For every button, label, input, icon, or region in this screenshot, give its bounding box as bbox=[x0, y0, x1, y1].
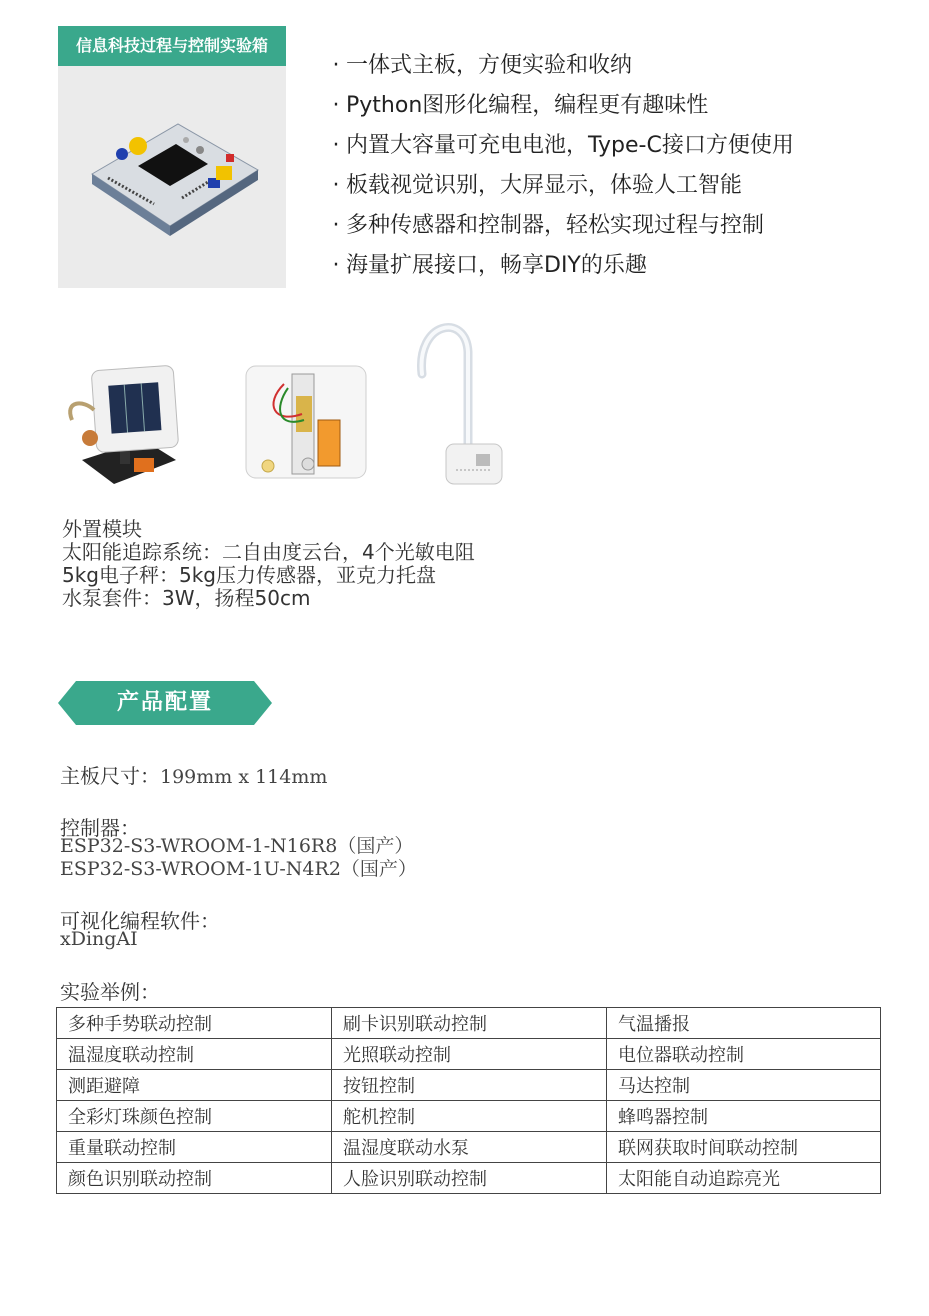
section-banner bbox=[58, 681, 272, 725]
table-row bbox=[57, 1132, 881, 1163]
controller-value: ESP32-S3-WROOM-1-N16R8（国产） bbox=[60, 835, 414, 857]
experiments-label: 实验举例： bbox=[60, 980, 160, 1004]
table-cell: 气温播报 bbox=[607, 1008, 881, 1039]
modules-heading: 外置模块 bbox=[62, 517, 142, 541]
controller-label: 控制器： bbox=[60, 816, 140, 840]
table-cell: 光照联动控制 bbox=[332, 1039, 607, 1070]
table-row bbox=[57, 1101, 881, 1132]
controller-value: ESP32-S3-WROOM-1U-N4R2（国产） bbox=[60, 858, 417, 880]
feature-item bbox=[326, 46, 794, 86]
feature-text: Python图形化编程，编程更有趣味性 bbox=[346, 93, 709, 118]
table-row bbox=[57, 1163, 881, 1194]
table-cell: 太阳能自动追踪亮光 bbox=[607, 1163, 881, 1194]
table-row bbox=[57, 1070, 881, 1101]
table-cell: 人脸识别联动控制 bbox=[332, 1163, 607, 1194]
bullet: · bbox=[332, 253, 340, 278]
feature-text: 海量扩展接口，畅享DIY的乐趣 bbox=[346, 253, 647, 278]
bullet: · bbox=[332, 213, 340, 238]
table-cell: 蜂鸣器控制 bbox=[607, 1101, 881, 1132]
feature-item bbox=[326, 86, 794, 126]
table-cell: 舵机控制 bbox=[332, 1101, 607, 1132]
feature-item bbox=[326, 126, 794, 166]
bullet: · bbox=[332, 133, 340, 158]
feature-item bbox=[326, 166, 794, 206]
feature-item bbox=[326, 246, 794, 286]
table-cell: 测距避障 bbox=[57, 1070, 332, 1101]
feature-list bbox=[326, 46, 794, 286]
feature-item bbox=[326, 206, 794, 246]
module-item: 太阳能追踪系统：二自由度云台，4个光敏电阻 bbox=[62, 540, 475, 564]
bullet: · bbox=[332, 53, 340, 78]
table-cell: 颜色识别联动控制 bbox=[57, 1163, 332, 1194]
banner-label: 产品配置 bbox=[116, 690, 213, 715]
table-cell: 刷卡识别联动控制 bbox=[332, 1008, 607, 1039]
feature-text: 一体式主板，方便实验和收纳 bbox=[346, 53, 633, 78]
product-card bbox=[58, 26, 286, 288]
module-item: 水泵套件：3W，扬程50cm bbox=[62, 586, 311, 610]
water-pump-image bbox=[406, 312, 510, 488]
feature-text: 多种传感器和控制器，轻松实现过程与控制 bbox=[346, 213, 765, 238]
table-cell: 重量联动控制 bbox=[57, 1132, 332, 1163]
board-size-label: 主板尺寸： bbox=[60, 764, 160, 788]
board-size-row bbox=[60, 760, 327, 789]
main-board-image bbox=[58, 66, 286, 288]
software-label: 可视化编程软件： bbox=[60, 909, 220, 933]
module-item: 5kg电子秤：5kg压力传感器，亚克力托盘 bbox=[62, 563, 437, 587]
modules-description bbox=[62, 518, 475, 610]
table-cell: 按钮控制 bbox=[332, 1070, 607, 1101]
board-size-value: 199mm x 114mm bbox=[160, 766, 328, 788]
feature-text: 内置大容量可充电电池，Type-C接口方便使用 bbox=[346, 133, 794, 158]
solar-tracker-image bbox=[64, 360, 186, 496]
experiments-table bbox=[56, 1007, 881, 1194]
table-cell: 马达控制 bbox=[607, 1070, 881, 1101]
feature-text: 板载视觉识别，大屏显示，体验人工智能 bbox=[346, 173, 743, 198]
table-cell: 电位器联动控制 bbox=[607, 1039, 881, 1070]
table-cell: 温湿度联动水泵 bbox=[332, 1132, 607, 1163]
software-value: xDingAI bbox=[60, 928, 138, 950]
table-cell: 联网获取时间联动控制 bbox=[607, 1132, 881, 1163]
table-row bbox=[57, 1008, 881, 1039]
table-cell: 全彩灯珠颜色控制 bbox=[57, 1101, 332, 1132]
bullet: · bbox=[332, 173, 340, 198]
table-cell: 温湿度联动控制 bbox=[57, 1039, 332, 1070]
product-title: 信息科技过程与控制实验箱 bbox=[58, 26, 286, 66]
scale-image bbox=[244, 364, 370, 484]
table-cell: 多种手势联动控制 bbox=[57, 1008, 332, 1039]
bullet: · bbox=[332, 93, 340, 118]
table-row bbox=[57, 1039, 881, 1070]
